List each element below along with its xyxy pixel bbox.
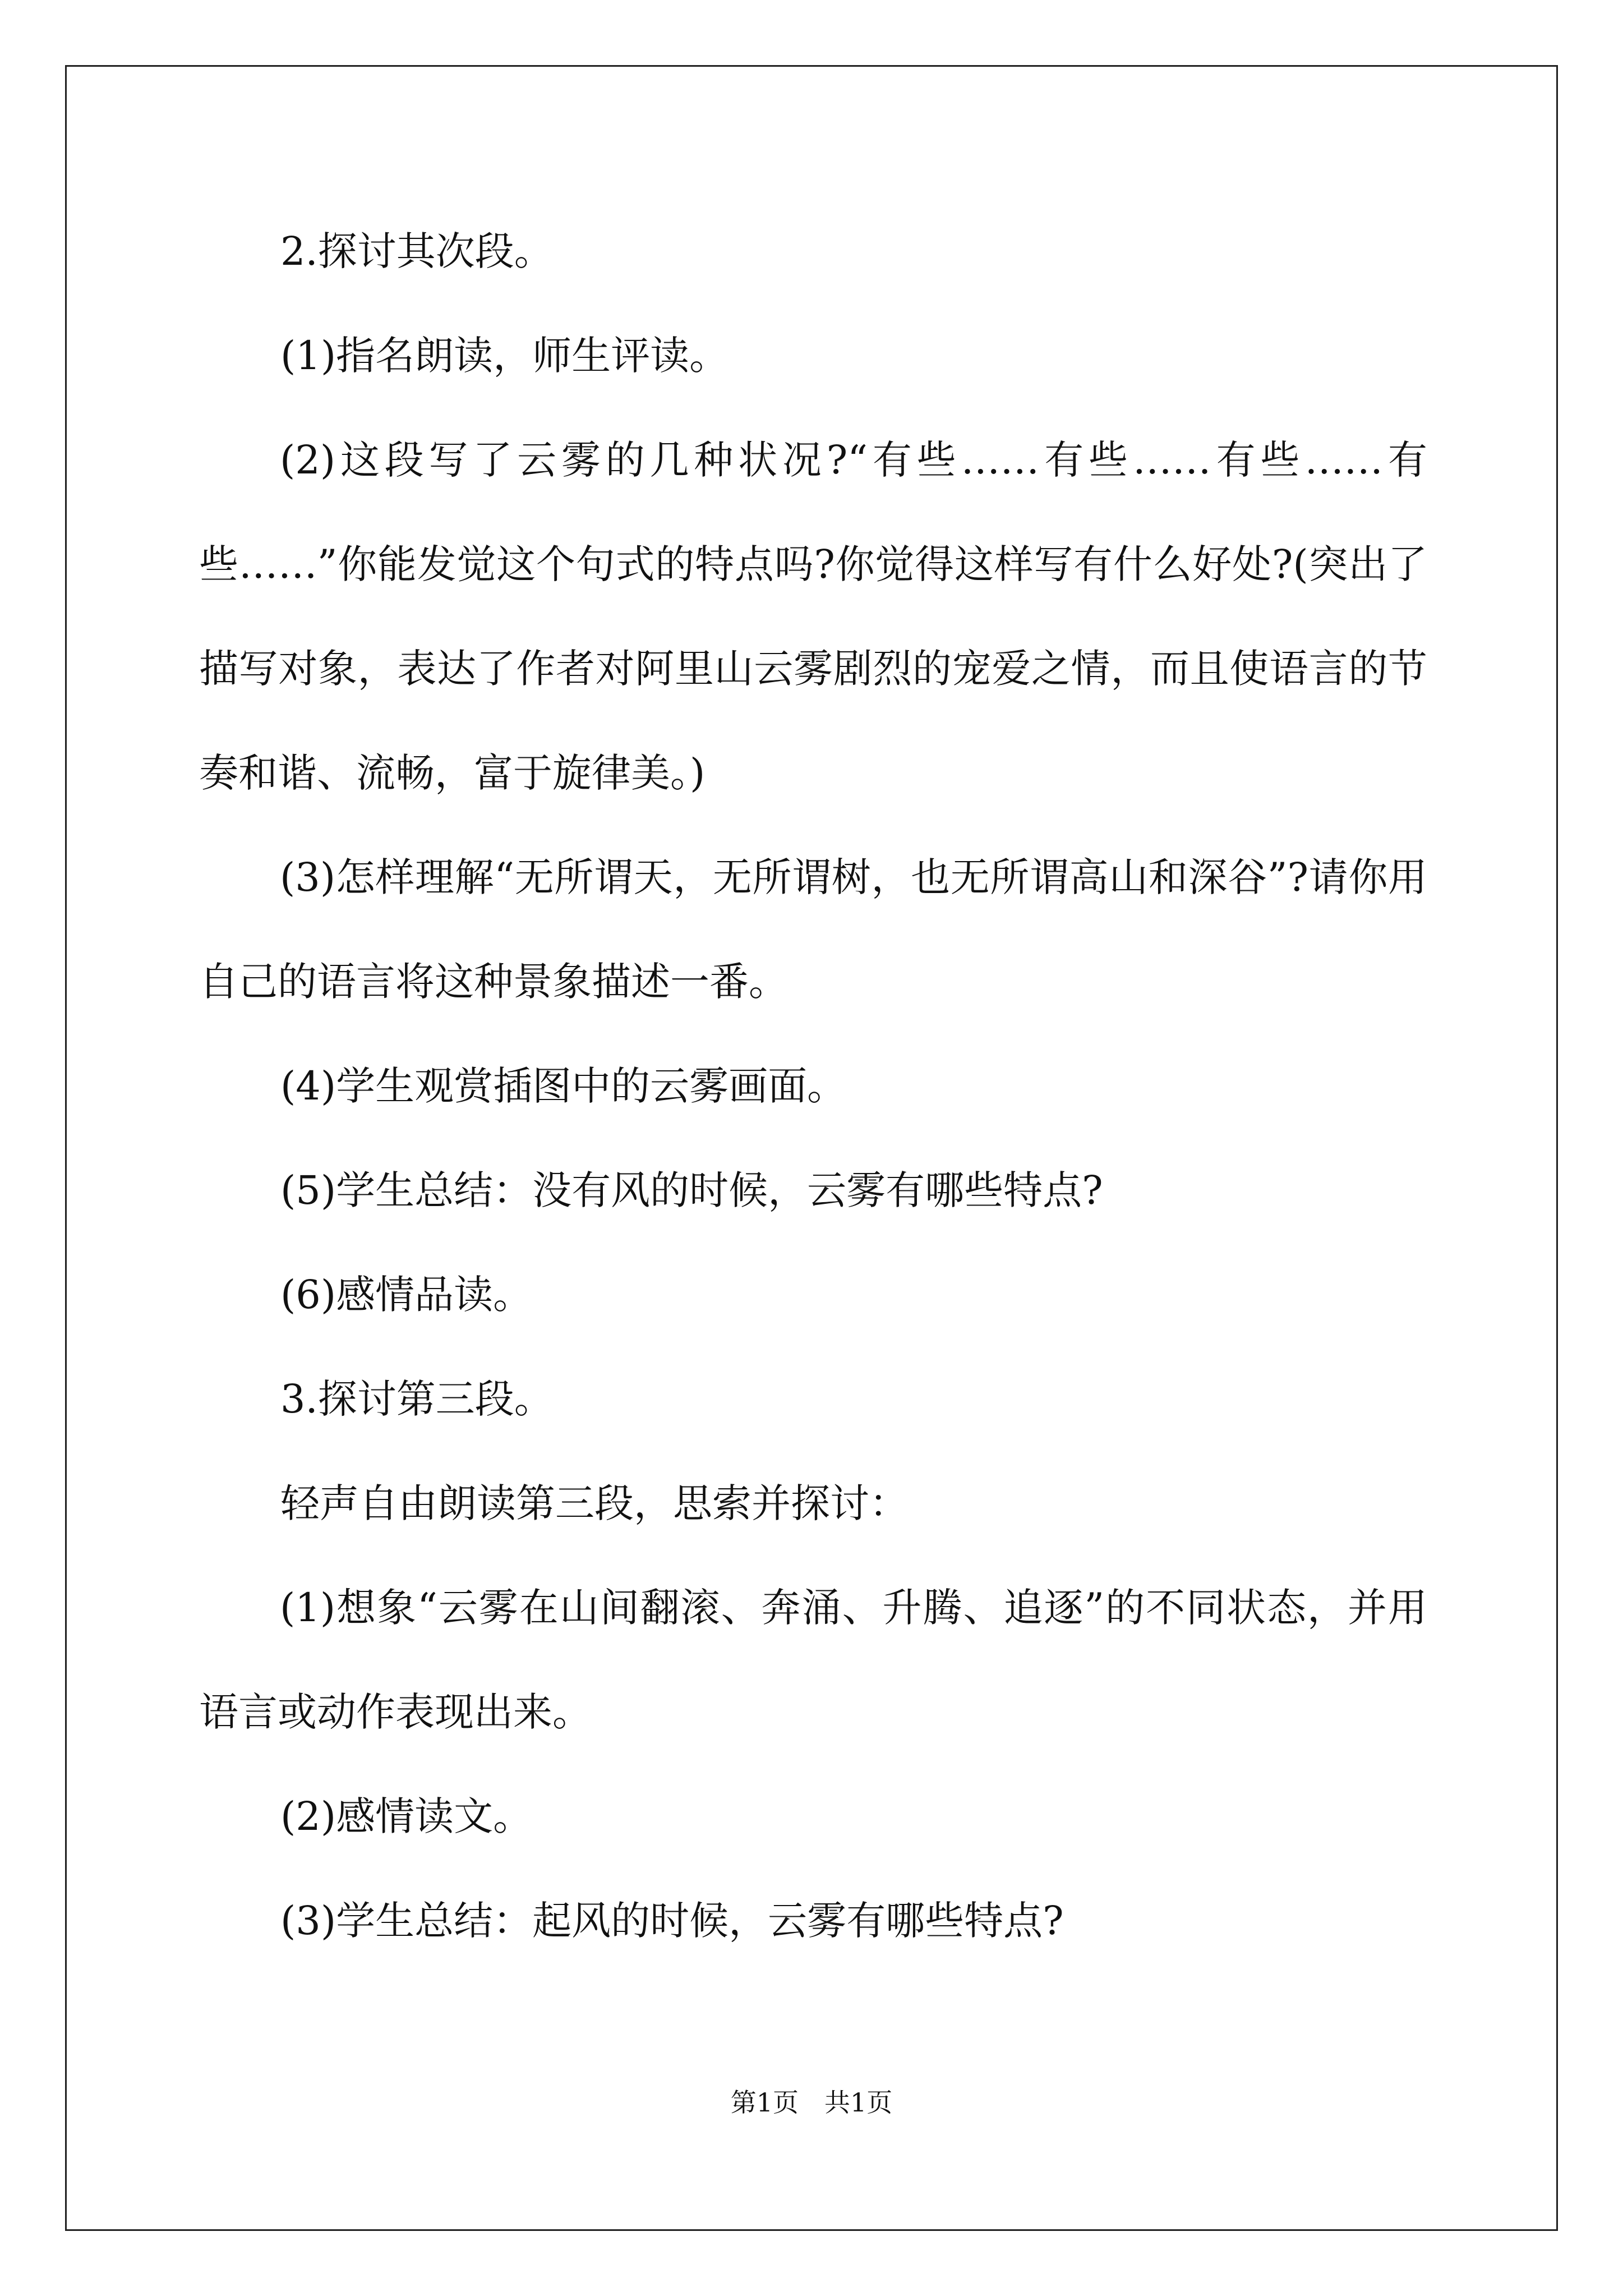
paragraph-5: (4)学生观赏插图中的云雾画面。 bbox=[280, 1063, 847, 1109]
paragraph-10: (1)想象“云雾在山间翻滚、奔涌、升腾、追逐”的不同状态，并用语言或动作表现出来。 bbox=[199, 1585, 1427, 1735]
paragraph-8: 3.探讨第三段。 bbox=[280, 1376, 554, 1422]
paragraph-6: (5)学生总结：没有风的时候，云雾有哪些特点? bbox=[280, 1167, 1103, 1213]
paragraph-2: (1)指名朗读，师生评读。 bbox=[280, 333, 729, 379]
paragraph-11: (2)感情读文。 bbox=[280, 1793, 533, 1839]
paragraph-1: 2.探讨其次段。 bbox=[280, 228, 554, 274]
page-number-footer: 第1页 共1页 bbox=[730, 2087, 893, 2118]
paragraph-3: (2)这段写了云雾的几种状况?“有些……有些……有些……有些……”你能发觉这个句式的特点吗?你觉得这样写有什么好处?(突出了描写对象，表达了作者对阿里山云雾剧烈的宠爱之情，而且使语言的节奏和谐、流畅，富于旋律美。) bbox=[199, 437, 1427, 796]
paragraph-4: (3)怎样理解“无所谓天，无所谓树，也无所谓高山和深谷”?请你用自己的语言将这种景象描述一番。 bbox=[199, 854, 1427, 1005]
paragraph-9: 轻声自由朗读第三段，思索并探讨： bbox=[280, 1480, 909, 1526]
paragraph-12: (3)学生总结：起风的时候，云雾有哪些特点? bbox=[280, 1898, 1064, 1944]
paragraph-7: (6)感情品读。 bbox=[280, 1272, 533, 1318]
